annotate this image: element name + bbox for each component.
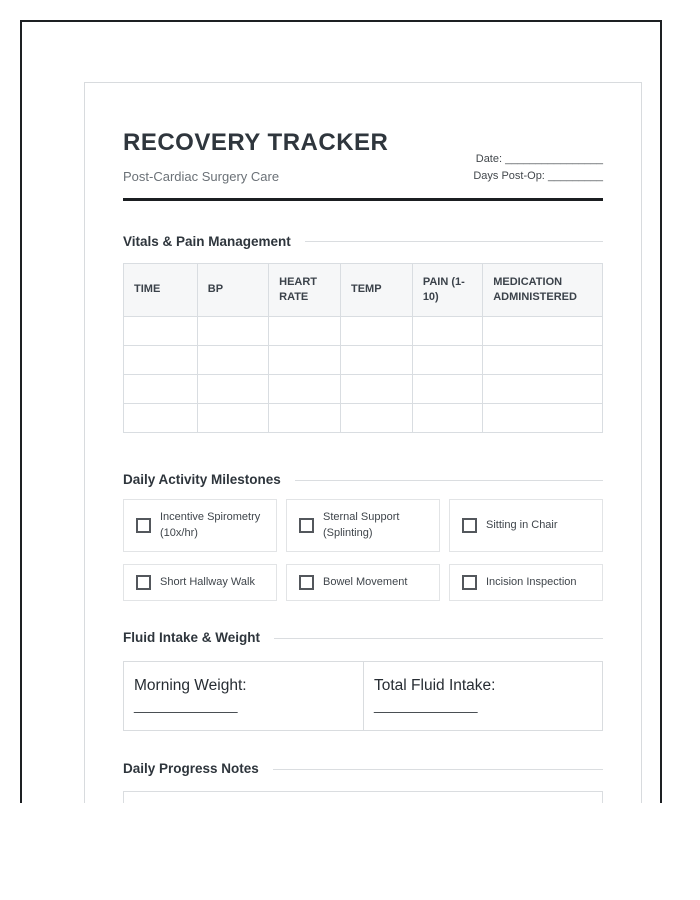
vitals-cell[interactable] xyxy=(483,317,603,346)
vitals-cell[interactable] xyxy=(269,375,341,404)
days-postop-row xyxy=(473,168,603,185)
section-heading-notes xyxy=(123,760,603,778)
vitals-cell[interactable] xyxy=(412,346,482,375)
notes-heading: Daily Progress Notes xyxy=(123,761,259,777)
checkbox-icon[interactable] xyxy=(462,518,477,533)
page-frame xyxy=(20,20,662,803)
vitals-cell[interactable] xyxy=(412,317,482,346)
title-block xyxy=(123,129,388,184)
header-divider xyxy=(123,198,603,201)
col-header-medication: MEDICATION ADMINISTERED xyxy=(483,263,603,317)
vitals-cell[interactable] xyxy=(124,317,198,346)
date-row xyxy=(473,151,603,168)
notes-area[interactable] xyxy=(123,791,603,803)
heading-rule xyxy=(305,241,603,242)
vitals-cell[interactable] xyxy=(197,317,268,346)
milestone-label: Short Hallway Walk xyxy=(160,576,255,589)
milestone-short-hallway-walk[interactable] xyxy=(123,564,277,601)
checkbox-icon[interactable] xyxy=(299,518,314,533)
milestone-sternal-support[interactable] xyxy=(286,499,440,552)
vitals-row xyxy=(124,317,603,346)
vitals-cell[interactable] xyxy=(124,404,198,433)
vitals-table xyxy=(123,263,603,434)
total-fluid-cell xyxy=(363,662,602,730)
vitals-cell[interactable] xyxy=(269,404,341,433)
vitals-cell[interactable] xyxy=(483,375,603,404)
fluid-heading: Fluid Intake & Weight xyxy=(123,630,261,646)
date-fill-line[interactable]: ________________ xyxy=(505,153,603,165)
milestones-grid xyxy=(123,499,603,601)
milestones-heading: Daily Activity Milestones xyxy=(123,472,281,488)
morning-weight-cell xyxy=(124,662,363,730)
col-header-pain: PAIN (1-10) xyxy=(412,263,482,317)
vitals-cell[interactable] xyxy=(197,375,268,404)
checkbox-icon[interactable] xyxy=(136,575,151,590)
checkbox-icon[interactable] xyxy=(462,575,477,590)
vitals-row xyxy=(124,404,603,433)
milestone-label: Sternal Support (Splinting) xyxy=(323,511,400,539)
vitals-header-row xyxy=(124,263,603,317)
vitals-row xyxy=(124,375,603,404)
page-title: RECOVERY TRACKER xyxy=(123,129,389,156)
vitals-cell[interactable] xyxy=(340,404,412,433)
vitals-cell[interactable] xyxy=(483,346,603,375)
checkbox-icon[interactable] xyxy=(299,575,314,590)
milestone-label: Incision Inspection xyxy=(486,576,577,589)
milestone-label: Incentive Spirometry (10x/hr) xyxy=(160,511,261,539)
section-heading-vitals xyxy=(123,233,603,251)
total-fluid-label: Total Fluid Intake: xyxy=(374,677,496,695)
col-header-temp: TEMP xyxy=(340,263,412,317)
total-fluid-fill-line[interactable]: ____________ xyxy=(374,697,478,715)
vitals-cell[interactable] xyxy=(340,317,412,346)
col-header-time: TIME xyxy=(124,263,198,317)
heading-rule xyxy=(273,769,603,770)
section-heading-fluid xyxy=(123,629,603,647)
milestone-incision-inspection[interactable] xyxy=(449,564,603,601)
col-header-bp: BP xyxy=(197,263,268,317)
milestone-label: Sitting in Chair xyxy=(486,518,558,531)
vitals-cell[interactable] xyxy=(124,346,198,375)
morning-weight-fill-line[interactable]: ____________ xyxy=(134,697,238,715)
checkbox-icon[interactable] xyxy=(136,518,151,533)
document-page xyxy=(84,82,642,803)
vitals-cell[interactable] xyxy=(340,346,412,375)
milestone-sitting-in-chair[interactable] xyxy=(449,499,603,552)
fluid-box xyxy=(123,661,603,731)
vitals-cell[interactable] xyxy=(483,404,603,433)
date-block xyxy=(473,151,603,185)
days-postop-label: Days Post-Op: xyxy=(473,170,545,182)
milestone-incentive-spirometry[interactable] xyxy=(123,499,277,552)
days-postop-fill-line[interactable]: _________ xyxy=(547,170,603,182)
vitals-cell[interactable] xyxy=(412,404,482,433)
vitals-cell[interactable] xyxy=(197,346,268,375)
date-label: Date: xyxy=(475,153,503,165)
vitals-heading: Vitals & Pain Management xyxy=(123,233,291,249)
milestone-bowel-movement[interactable] xyxy=(286,564,440,601)
vitals-row xyxy=(124,346,603,375)
heading-rule xyxy=(274,638,603,639)
vitals-cell[interactable] xyxy=(340,375,412,404)
heading-rule xyxy=(295,480,603,481)
vitals-cell[interactable] xyxy=(124,375,198,404)
vitals-cell[interactable] xyxy=(269,317,341,346)
section-heading-milestones xyxy=(123,471,603,489)
milestone-label: Bowel Movement xyxy=(323,576,408,589)
page-subtitle: Post-Cardiac Surgery Care xyxy=(123,168,280,184)
vitals-cell[interactable] xyxy=(412,375,482,404)
form-header xyxy=(123,129,603,185)
morning-weight-label: Morning Weight: xyxy=(134,677,247,695)
vitals-cell[interactable] xyxy=(197,404,268,433)
col-header-heart-rate: HEART RATE xyxy=(269,263,341,317)
vitals-cell[interactable] xyxy=(269,346,341,375)
